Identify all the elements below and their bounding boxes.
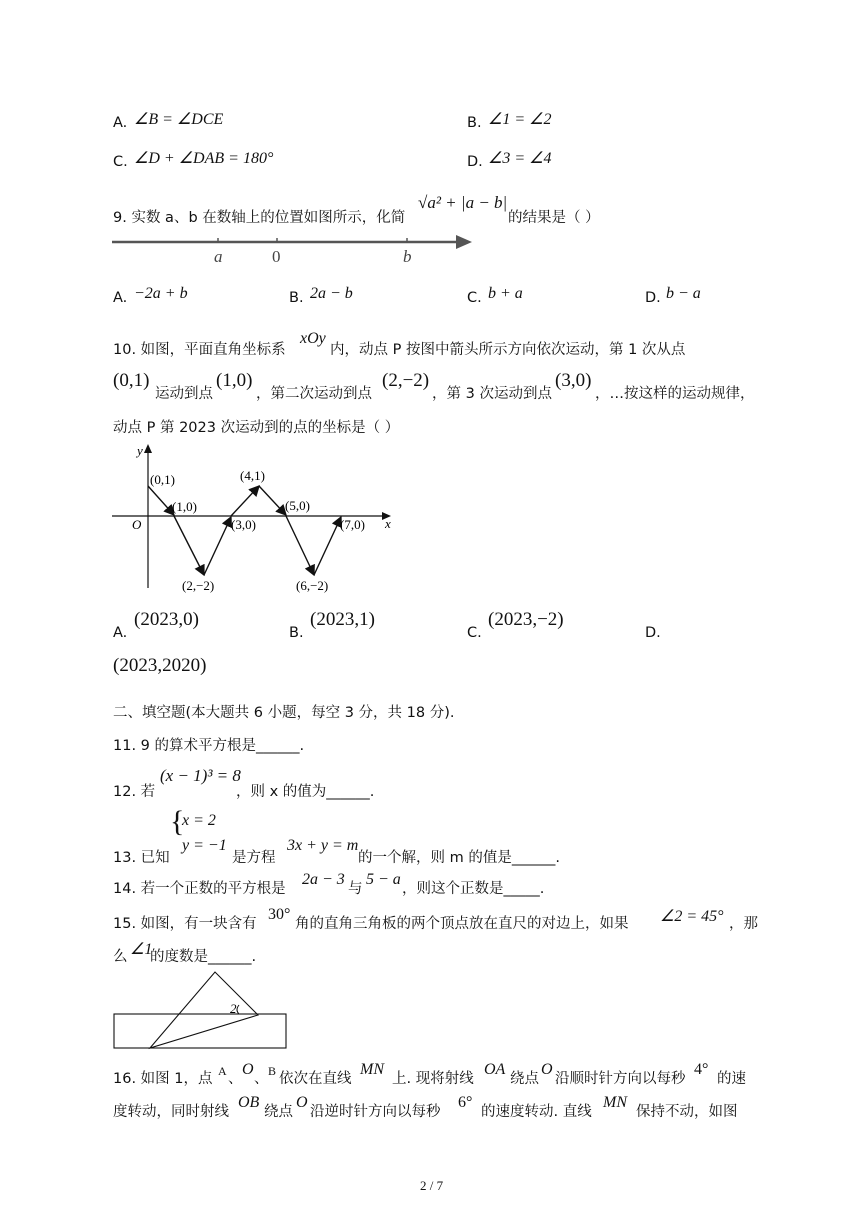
q13-suffix: 的一个解，则 m 的值是______.: [358, 850, 560, 866]
q15-line2-b: 的度数是______.: [150, 949, 257, 965]
q9-option-d-label: D.: [645, 290, 661, 306]
q10-line1-start: 10. 如图，平面直角坐标系: [113, 342, 286, 358]
q9-stem-prefix: 9. 实数 a、b 在数轴上的位置如图所示，化简: [113, 210, 406, 226]
q10-line2-text4: ，…按这样的运动规律，: [595, 386, 755, 402]
label-p62: (6,−2): [296, 578, 329, 593]
q16-line2-e: 保持不动，如图: [636, 1104, 738, 1120]
q16-sep2: 、: [254, 1071, 269, 1087]
q10-point-2-neg2: (2,−2): [382, 370, 430, 391]
q16-point-o3: O: [296, 1094, 308, 1111]
q9-option-c-label: C.: [467, 290, 482, 306]
q15-angle2: ∠2 = 45°: [660, 908, 724, 925]
number-line-arrowhead: [456, 235, 472, 249]
label-p10: (1,0): [172, 499, 197, 514]
q9-option-a-expr: −2a + b: [134, 285, 188, 302]
y-axis-arrowhead: [144, 444, 152, 453]
q14-expr2: 5 − a: [366, 871, 401, 888]
q16-oa: OA: [484, 1061, 506, 1078]
q13-eq1: x = 2: [182, 812, 216, 829]
label-p22: (2,−2): [182, 578, 215, 593]
q10-option-d-expr: (2023,2020): [113, 655, 207, 676]
label-p01: (0,1): [150, 472, 175, 487]
q16-mn2: MN: [603, 1094, 627, 1111]
number-line-figure: [108, 228, 480, 268]
q10-line1-end: 内，动点 P 按图中箭头所示方向依次运动，第 1 次从点: [330, 342, 686, 358]
q10-line2-text2: ，第二次运动到点: [256, 386, 372, 402]
q10-line3: 动点 P 第 2023 次运动到的点的坐标是（ ）: [113, 420, 400, 436]
q10-option-b-label: B.: [289, 625, 304, 641]
q10-option-a-expr: (2023,0): [134, 609, 199, 630]
q16-line2-d: 的速度转动. 直线: [481, 1104, 592, 1120]
q10-option-a-label: A.: [113, 625, 128, 641]
axis-label-a: a: [214, 247, 223, 266]
section-2-heading: 二、填空题(本大题共 6 小题，每空 3 分，共 18 分).: [113, 705, 455, 721]
q13-brace: {: [170, 805, 185, 838]
label-p30: (3,0): [231, 517, 256, 532]
angle-label-2: 2: [230, 1001, 237, 1016]
q11-text: 11. 9 的算术平方根是______.: [113, 738, 305, 754]
q16-mn: MN: [360, 1061, 384, 1078]
q8-option-d-label: D.: [467, 154, 483, 170]
q13-mid: 是方程: [232, 850, 276, 866]
page-number: 2 / 7: [420, 1178, 444, 1193]
q10-point-1-0: (1,0): [216, 370, 253, 391]
move-6: [286, 516, 314, 575]
label-p41: (4,1): [240, 468, 265, 483]
q10-option-c-expr: (2023,−2): [488, 609, 564, 630]
q13-eq2: y = −1: [182, 837, 227, 854]
q16-point-a: A: [218, 1064, 227, 1078]
q16-line1-c: 上. 现将射线: [392, 1071, 474, 1087]
q14-prefix: 14. 若一个正数的平方根是: [113, 881, 286, 897]
label-p50: (5,0): [285, 498, 310, 513]
origin-label: O: [132, 517, 142, 532]
axis-label-zero: 0: [272, 247, 281, 266]
q14-suffix: ，则这个正数是_____.: [402, 881, 545, 897]
coordinate-path-figure: [110, 440, 400, 595]
q12-suffix: ，则 x 的值为______.: [236, 784, 375, 800]
axis-label-b: b: [403, 247, 412, 266]
q8-option-c-label: C.: [113, 154, 128, 170]
q8-option-d-expr: ∠3 = ∠4: [488, 150, 552, 167]
q16-ob: OB: [238, 1094, 260, 1111]
q10-option-c-label: C.: [467, 625, 482, 641]
q13-prefix: 13. 已知: [113, 850, 170, 866]
move-4: [231, 486, 259, 516]
q10-option-b-expr: (2023,1): [310, 609, 375, 630]
q16-line1-f: 的速: [717, 1071, 746, 1087]
q15-line1-b: 角的直角三角板的两个顶点放在直尺的对边上，如果: [295, 916, 629, 932]
q10-point-3-0: (3,0): [555, 370, 592, 391]
q10-line2-text3: ，第 3 次运动到点: [432, 386, 552, 402]
q15-line1-a: 15. 如图，有一块含有: [113, 916, 257, 932]
q16-deg4: 4°: [694, 1061, 709, 1078]
q8-option-b-expr: ∠1 = ∠2: [488, 111, 552, 128]
q9-option-b-label: B.: [289, 290, 304, 306]
q9-stem-expression: √a² + |a − b|: [418, 193, 508, 212]
q16-line1-a: 16. 如图 1，点: [113, 1071, 213, 1087]
q9-option-a-label: A.: [113, 290, 128, 306]
move-2: [174, 516, 204, 575]
q10-option-d-label: D.: [645, 625, 661, 641]
q9-stem-suffix: 的结果是（ ）: [508, 210, 600, 226]
q16-sep1: 、: [228, 1071, 243, 1087]
q10-xoy: xOy: [300, 330, 326, 347]
angle-2-arc: [237, 1005, 239, 1014]
q12-prefix: 12. 若: [113, 784, 156, 800]
q16-line2-b: 绕点: [264, 1104, 293, 1120]
q15-deg30: 30°: [268, 906, 291, 923]
q9-option-c-expr: b + a: [488, 285, 523, 302]
q16-line2-a: 度转动，同时射线: [113, 1104, 229, 1120]
q14-expr1: 2a − 3: [302, 871, 345, 888]
q8-option-c-expr: ∠D + ∠DAB = 180°: [134, 150, 274, 167]
q16-line2-c: 沿逆时针方向以每秒: [310, 1104, 441, 1120]
label-p70: (7,0): [340, 517, 365, 532]
set-square: [150, 972, 258, 1048]
ruler-triangle-figure: [108, 965, 298, 1057]
y-axis-label: y: [137, 443, 143, 458]
q10-line2-text1: 运动到点: [155, 386, 213, 402]
q16-point-b: B: [268, 1064, 277, 1078]
q8-option-b-label: B.: [467, 115, 482, 131]
q16-line1-d: 绕点: [510, 1071, 539, 1087]
q15-line1-c: ，那: [729, 916, 758, 932]
q16-point-o: O: [242, 1061, 254, 1078]
ruler: [114, 1014, 286, 1048]
move-1: [148, 486, 174, 515]
q15-line2-a: 么: [113, 949, 128, 965]
q16-line1-b: 依次在直线: [279, 1071, 352, 1087]
move-7: [314, 517, 341, 575]
q10-point-0-1: (0,1): [113, 370, 150, 391]
q8-option-a-expr: ∠B = ∠DCE: [134, 111, 224, 128]
q13-expression: 3x + y = m: [287, 837, 359, 854]
move-5: [259, 486, 286, 515]
q8-option-a-label: A.: [113, 115, 128, 131]
q16-deg6: 6°: [458, 1094, 473, 1111]
q16-line1-e: 沿顺时针方向以每秒: [555, 1071, 686, 1087]
x-axis-label: x: [385, 516, 391, 531]
q15-angle1: ∠1: [130, 941, 153, 958]
q16-point-o2: O: [541, 1061, 553, 1078]
q9-option-d-expr: b − a: [666, 285, 701, 302]
q12-expression: (x − 1)³ = 8: [160, 766, 241, 785]
q14-mid: 与: [348, 881, 363, 897]
q9-option-b-expr: 2a − b: [310, 285, 353, 302]
move-3: [204, 517, 231, 575]
